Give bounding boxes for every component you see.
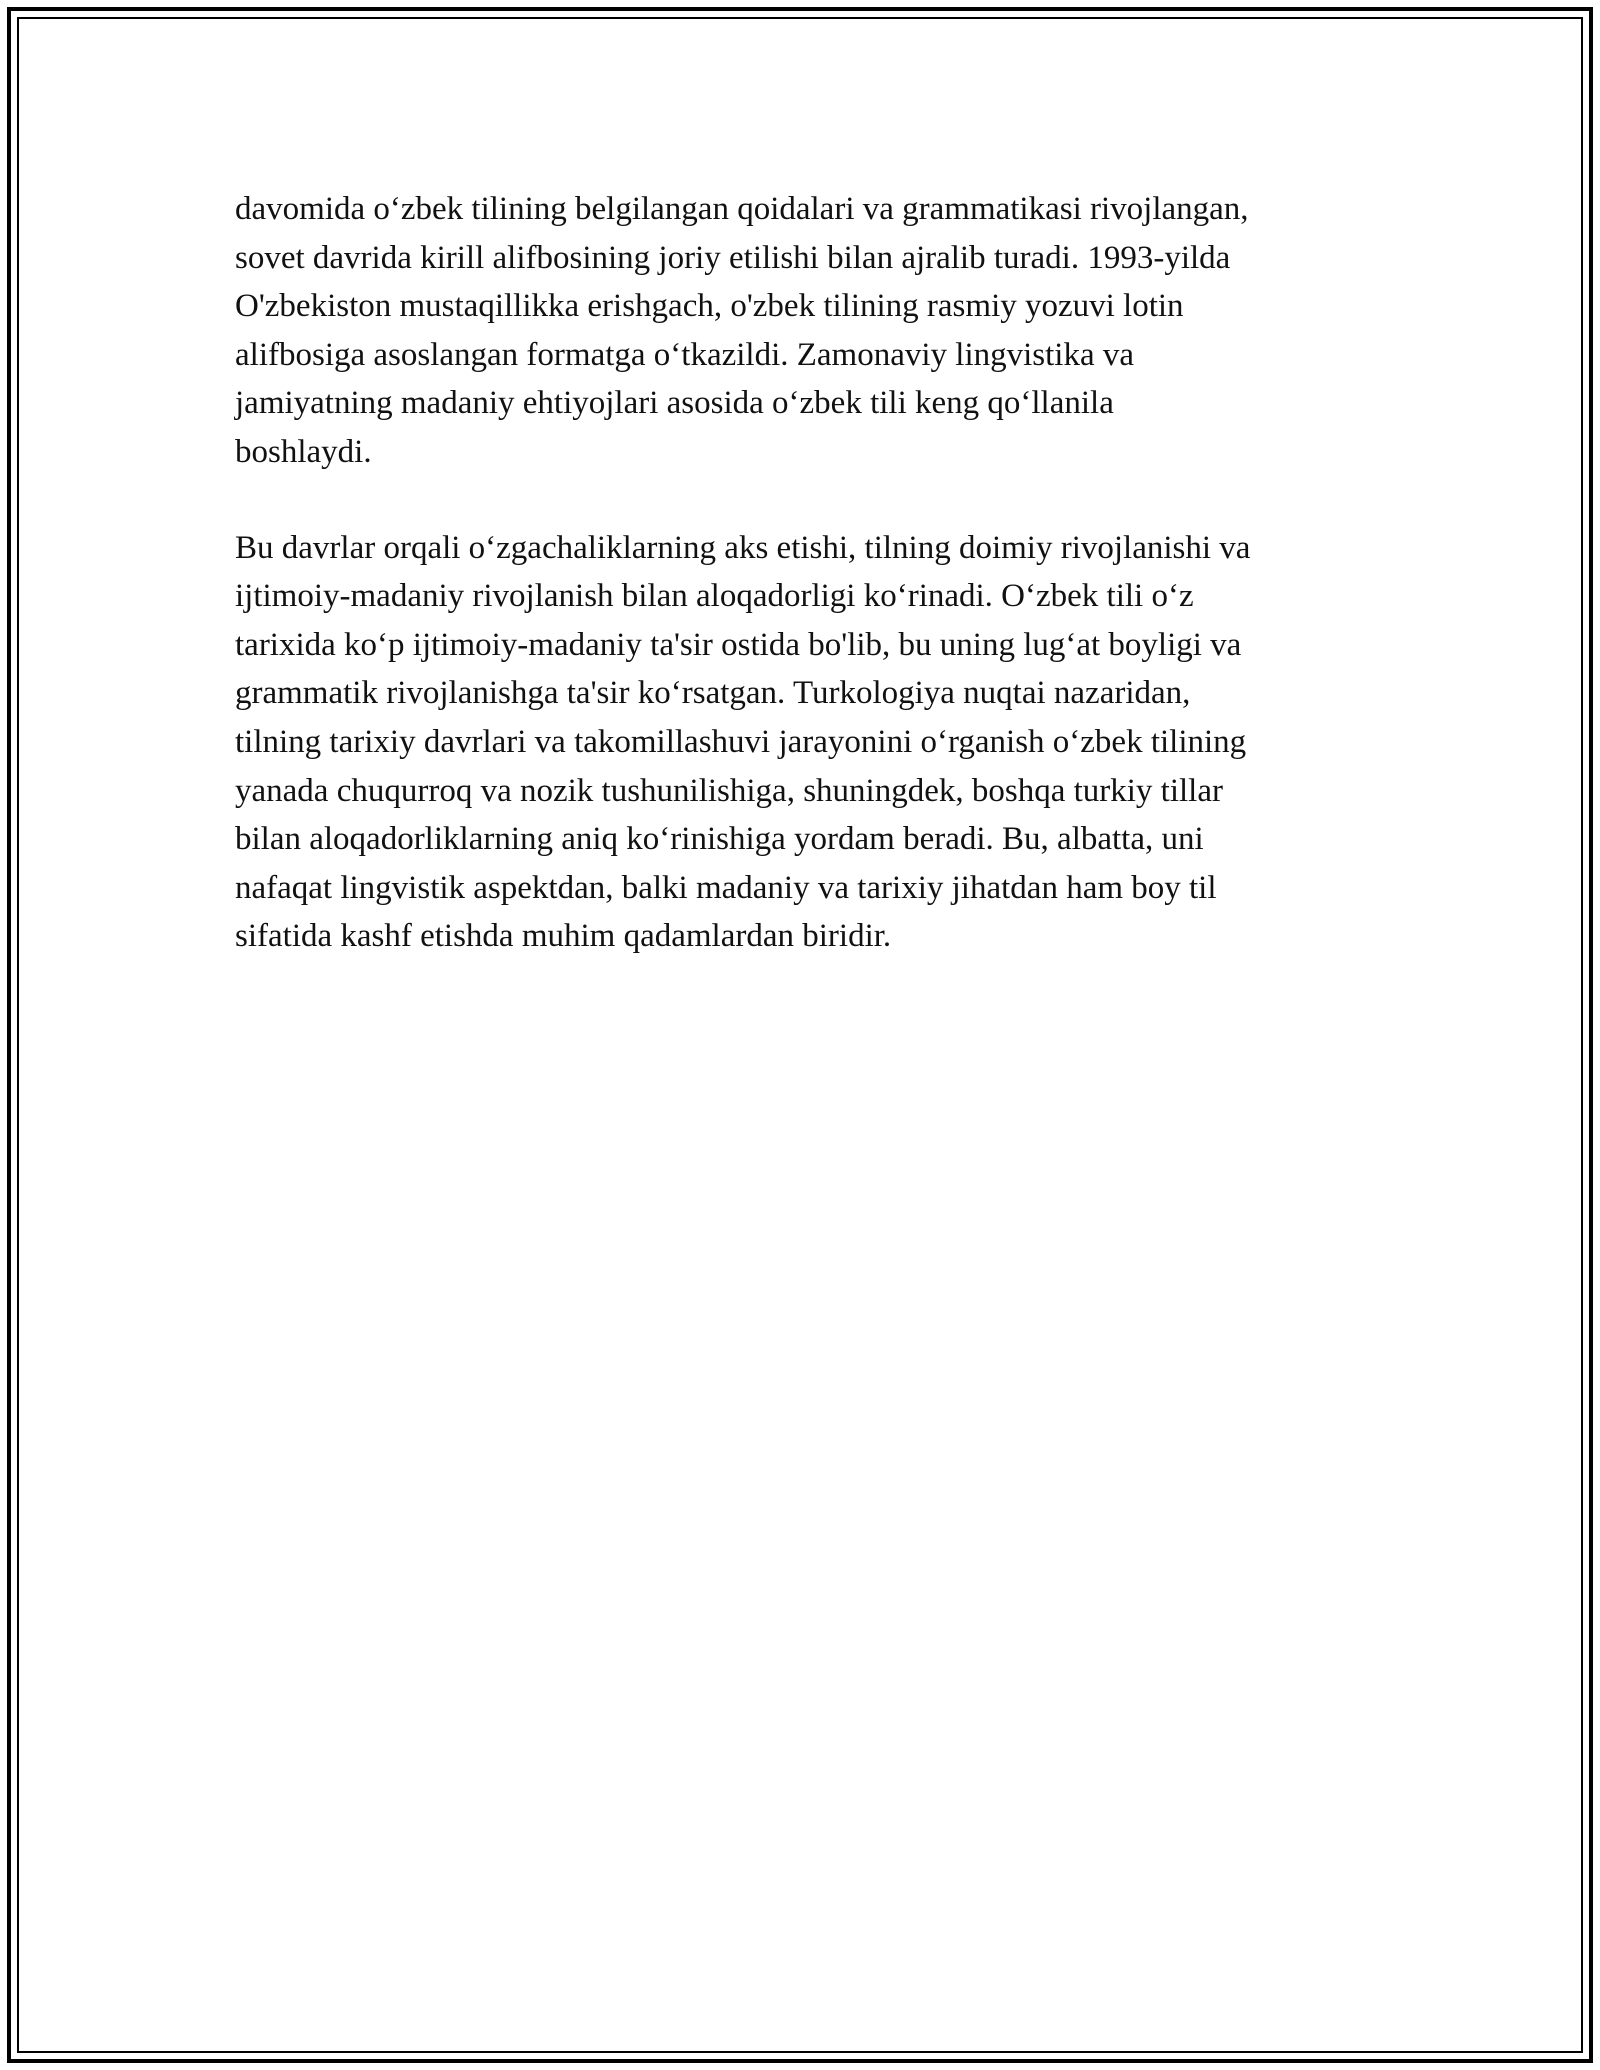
document-body [235, 185, 1375, 1008]
text-line: alifbosiga asoslangan formatga o‘tkazildi. Zamonaviy lingvistika va [235, 336, 1135, 373]
paragraph-1 [235, 185, 1375, 477]
text-line: grammatik rivojlanishga ta'sir ko‘rsatgan. Turkologiya nuqtai nazaridan, [235, 675, 1191, 712]
text-line: bilan aloqadorliklarning aniq ko‘rinishiga yordam beradi. Bu, albatta, uni [235, 821, 1204, 858]
text-line: ijtimoiy-madaniy rivojlanish bilan aloqadorligi ko‘rinadi. O‘zbek tili o‘z [235, 578, 1194, 615]
text-line: sifatida kashf etishda muhim qadamlardan biridir. [235, 918, 892, 955]
text-line: nafaqat lingvistik aspektdan, balki madaniy va tarixiy jihatdan ham boy til [235, 869, 1217, 906]
text-line: tarixida ko‘p ijtimoiy-madaniy ta'sir ostida bo'lib, bu uning lug‘at boyligi va [235, 626, 1242, 663]
text-line: boshlaydi. [235, 433, 372, 470]
text-line: Bu davrlar orqali o‘zgachaliklarning aks etishi, tilning doimiy rivojlanishi va [235, 529, 1251, 566]
text-line: sovet davrida kirill alifbosining joriy etilishi bilan ajralib turadi. 1993-yilda [235, 239, 1231, 276]
text-line: O'zbekiston mustaqillikka erishgach, o'zbek tilining rasmiy yozuvi lotin [235, 288, 1184, 325]
text-line: jamiyatning madaniy ehtiyojlari asosida o‘zbek tili keng qo‘llanila [235, 385, 1114, 422]
text-line: davomida o‘zbek tilining belgilangan qoidalari va grammatikasi rivojlangan, [235, 191, 1249, 227]
text-line: tilning tarixiy davrlari va takomillashuvi jarayonini o‘rganish o‘zbek tilining [235, 723, 1247, 760]
text-line: yanada chuqurroq va nozik tushunilishiga, shuningdek, boshqa turkiy tillar [235, 772, 1223, 809]
paragraph-2 [235, 524, 1375, 961]
